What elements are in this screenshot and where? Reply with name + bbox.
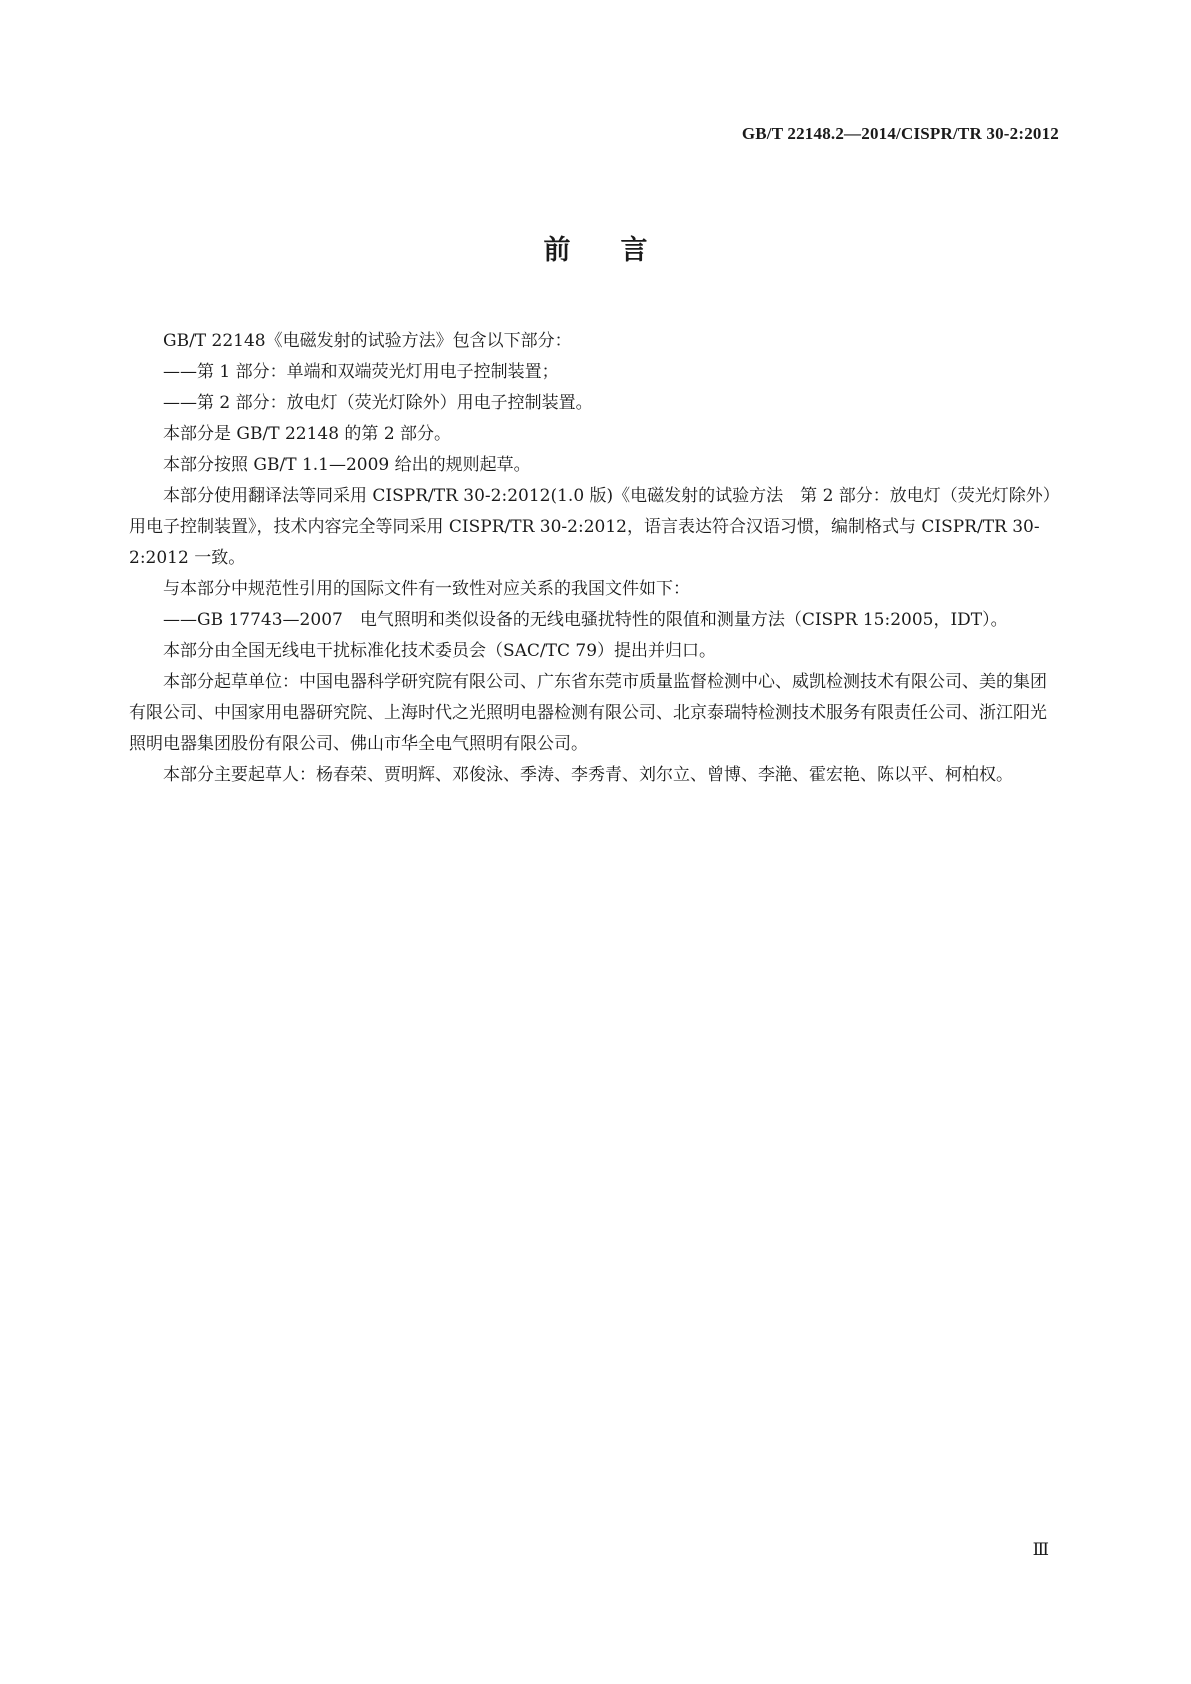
paragraph-drafting-units: 本部分起草单位：中国电器科学研究院有限公司、广东省东莞市质量监督检测中心、威凯检测技术有限公司、美的集团有限公司、中国家用电器研究院、上海时代之光照明电器检测有限公司、北京泰瑞特检测技术服务有限责任公司、浙江阳光照明电器集团股份有限公司、佛山市华全电气照明有限公司。 bbox=[129, 672, 1047, 754]
paragraph-adoption: 本部分使用翻译法等同采用 CISPR/TR 30-2:2012(1.0 版)《电磁发射的试验方法 第 2 部分：放电灯（荧光灯除外）用电子控制装置》，技术内容完全等同采用 CISPR/TR 30-2:2012，语言表达符合汉语习惯，编制格式与 CISPR/TR 30-2:2012 一致。 bbox=[129, 486, 1060, 568]
page-number: Ⅲ bbox=[1032, 1540, 1049, 1559]
list-item-part-1: ——第 1 部分：单端和双端荧光灯用电子控制装置； bbox=[163, 362, 559, 382]
paragraph-parts-intro: GB/T 22148《电磁发射的试验方法》包含以下部分： bbox=[163, 331, 572, 351]
paragraph-references-intro: 与本部分中规范性引用的国际文件有一致性对应关系的我国文件如下： bbox=[163, 579, 690, 599]
paragraph-proposer: 本部分由全国无线电干扰标准化技术委员会（SAC/TC 79）提出并归口。 bbox=[163, 641, 717, 661]
list-item-part-2: ——第 2 部分：放电灯（荧光灯除外）用电子控制装置。 bbox=[163, 393, 593, 413]
standard-code: GB/T 22148.2—2014/CISPR/TR 30-2:2012 bbox=[741, 124, 1059, 143]
list-item-reference-gb17743: ——GB 17743—2007 电气照明和类似设备的无线电骚扰特性的限值和测量方法（CISPR 15:2005，IDT）。 bbox=[163, 610, 1008, 630]
foreword-body bbox=[129, 326, 1061, 791]
paragraph-part-statement: 本部分是 GB/T 22148 的第 2 部分。 bbox=[163, 424, 452, 444]
paragraph-drafters: 本部分主要起草人：杨春荣、贾明辉、邓俊泳、季涛、李秀青、刘尔立、曾博、李滟、霍宏艳、陈以平、柯柏权。 bbox=[163, 765, 1013, 785]
page-title: 前言 bbox=[543, 235, 698, 266]
paragraph-drafting-rules: 本部分按照 GB/T 1.1—2009 给出的规则起草。 bbox=[163, 455, 531, 475]
